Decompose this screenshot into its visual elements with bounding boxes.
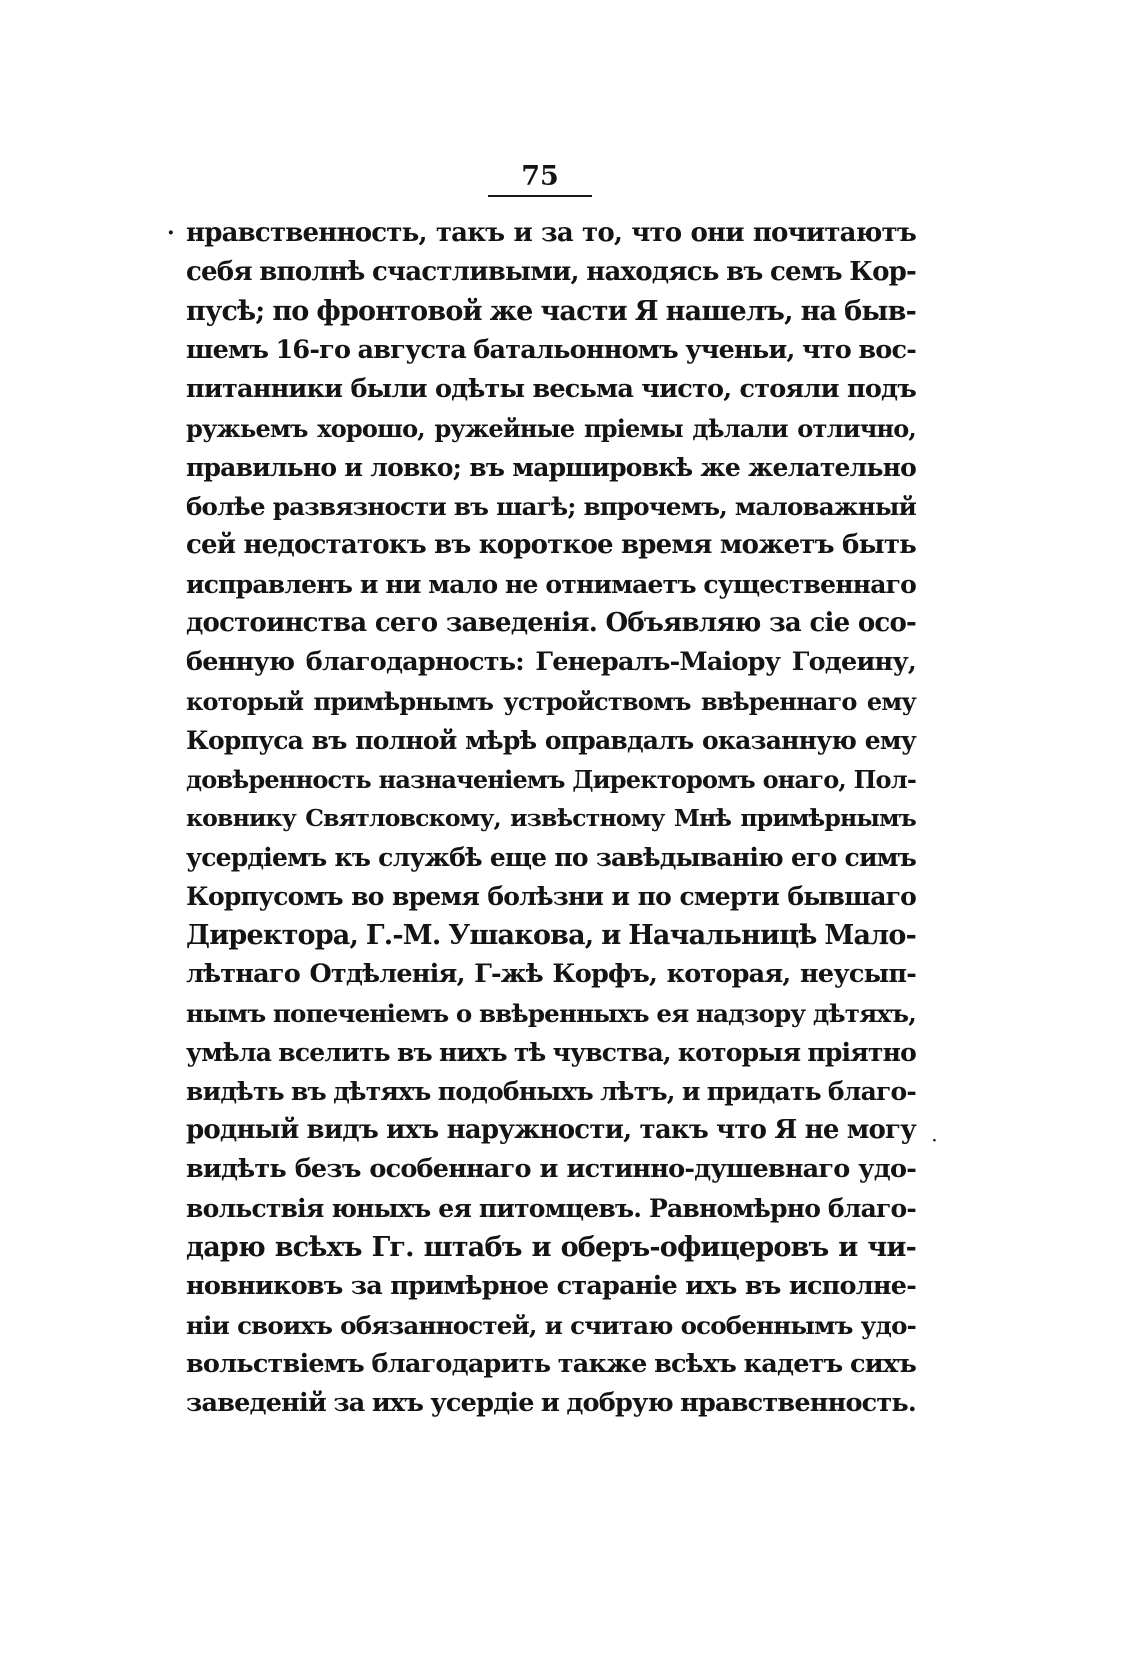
text-line: шемъ 16-го августа батальонномъ ученьи, что вос- xyxy=(186,335,916,365)
page-number: 75 xyxy=(521,161,559,192)
text-line: Корпуса въ полной мѣрѣ оправдалъ оказанную ему xyxy=(186,726,916,755)
text-line: видѣть въ дѣтяхъ подобныхъ лѣтъ, и придать благо- xyxy=(186,1077,916,1106)
text-line: правильно и ловко; въ маршировкѣ же желательно xyxy=(186,453,916,482)
margin-mark-right: · xyxy=(932,1133,937,1149)
text-line: нымъ попеченіемъ о ввѣренныхъ ея надзору дѣтяхъ, xyxy=(186,999,916,1028)
text-line: Корпусомъ во время болѣзни и по смерти бывшаго xyxy=(186,882,916,911)
text-line: умѣла вселить въ нихъ тѣ чувства, которыя пріятно xyxy=(186,1038,916,1067)
text-line: ружьемъ хорошо, ружейные пріемы дѣлали отлично, xyxy=(186,414,916,443)
text-line: пусѣ; по фронтовой же части Я нашелъ, на быв- xyxy=(186,296,916,327)
text-line: питанники были одѣты весьма чисто, стояли подъ xyxy=(186,374,916,404)
text-line: новниковъ за примѣрное стараніе ихъ въ исполне- xyxy=(186,1271,916,1301)
text-line: видѣть безъ особеннаго и истинно-душевнаго удо- xyxy=(186,1154,916,1184)
margin-mark-left: · xyxy=(167,220,175,246)
text-line: нравственность, такъ и за то, что они почитаютъ xyxy=(186,218,916,248)
text-line: который примѣрнымъ устройствомъ ввѣреннаго ему xyxy=(186,687,916,716)
text-line: вольствія юныхъ ея питомцевъ. Равномѣрно благо- xyxy=(186,1194,916,1223)
text-line: лѣтнаго Отдѣленія, Г-жѣ Корфъ, которая, неусып- xyxy=(186,959,916,989)
body-text xyxy=(186,214,916,1423)
text-line: бенную благодарность: Генералъ-Маіору Годеину, xyxy=(186,647,916,677)
text-line: довѣренность назначеніемъ Директоромъ онаго, Пол- xyxy=(186,765,916,794)
text-line: родный видъ ихъ наружности, такъ что Я не могу xyxy=(186,1115,916,1145)
text-line: заведеній за ихъ усердіе и добрую нравственность. xyxy=(186,1388,916,1418)
text-line: болѣе развязности въ шагѣ; впрочемъ, маловажный xyxy=(186,492,916,521)
text-line: дарю всѣхъ Гг. штабъ и оберъ-офицеровъ и чи- xyxy=(186,1232,916,1263)
text-line: ніи своихъ обязанностей, и считаю особеннымъ удо- xyxy=(186,1311,916,1340)
text-line: Директора, Г.-М. Ушакова, и Начальницѣ Мало- xyxy=(186,920,916,951)
text-line: вольствіемъ благодарить также всѣхъ кадетъ сихъ xyxy=(186,1349,916,1379)
text-line: достоинства сего заведенія. Объявляю за сіе осо- xyxy=(186,608,916,638)
text-line: себя вполнѣ счастливыми, находясь въ семъ Кор- xyxy=(186,257,916,287)
text-line: исправленъ и ни мало не отнимаетъ существеннаго xyxy=(186,570,916,599)
text-line: сей недостатокъ въ короткое время можетъ быть xyxy=(186,530,916,560)
page-number-rule xyxy=(488,195,592,197)
text-line: ковнику Святловскому, извѣстному Мнѣ примѣрнымъ xyxy=(186,804,916,832)
text-line: усердіемъ къ службѣ еще по завѣдыванію его симъ xyxy=(186,843,916,872)
